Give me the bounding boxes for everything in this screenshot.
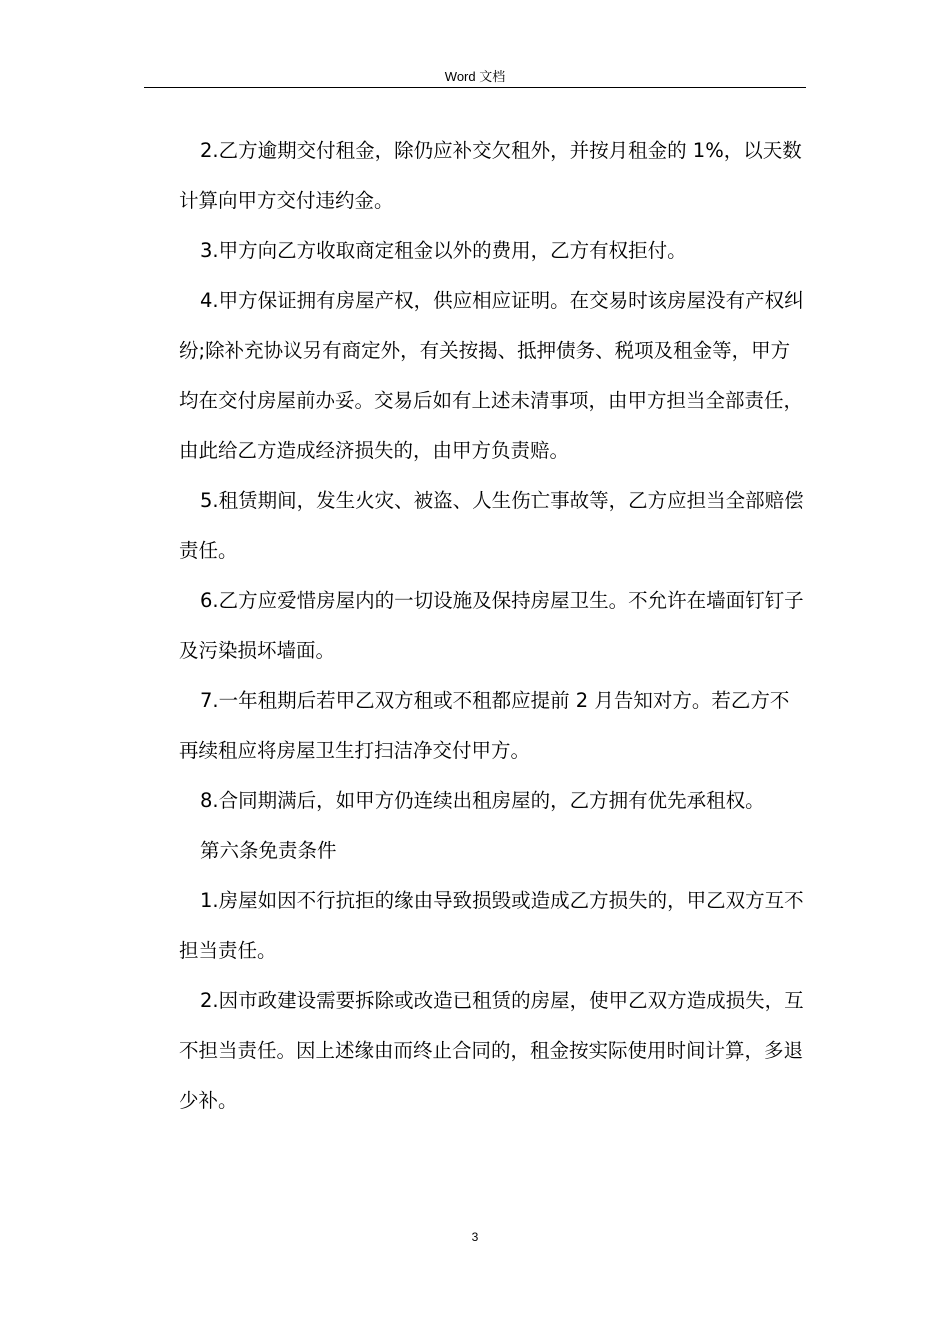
paragraph-clause-6: 6.乙方应爱惜房屋内的一切设施及保持房屋卫生。不允许在墙面钉钉子及污染损坏墙面。 (179, 589, 804, 662)
paragraph-clause-3: 3.甲方向乙方收取商定租金以外的费用，乙方有权拒付。 (200, 239, 687, 262)
paragraph-exemption-1: 1.房屋如因不行抗拒的缘由导致损毁或造成乙方损失的，甲乙双方互不担当责任。 (179, 889, 804, 962)
document-body (179, 126, 805, 1126)
paragraph-clause-5: 5.租赁期间，发生火灾、被盗、人生伤亡事故等，乙方应担当全部赔偿责任。 (179, 489, 804, 562)
page-number: 3 (471, 1230, 479, 1244)
section-heading: 第六条免责条件 (200, 839, 337, 862)
paragraph-clause-8: 8.合同期满后，如甲方仍连续出租房屋的，乙方拥有优先承租权。 (200, 789, 765, 812)
paragraph-clause-4: 4.甲方保证拥有房屋产权，供应相应证明。在交易时该房屋没有产权纠纷;除补充协议另有商定外，有关按揭、抵押债务、税项及租金等，甲方均在交付房屋前办妥。交易后如有上述未清事项，由甲方担当全部责任，由此给乙方造成经济损失的，由甲方负责赔。 (179, 289, 804, 462)
page-header: Word 文档 (444, 69, 506, 84)
paragraph-clause-7: 7.一年租期后若甲乙双方租或不租都应提前 2 月告知对方。若乙方不再续租应将房屋卫生打扫洁净交付甲方。 (179, 689, 790, 762)
paragraph-clause-2: 2.乙方逾期交付租金，除仍应补交欠租外，并按月租金的 1%，以天数计算向甲方交付违约金。 (179, 139, 802, 212)
paragraph-exemption-2: 2.因市政建设需要拆除或改造已租赁的房屋，使甲乙双方造成损失，互不担当责任。因上述缘由而终止合同的，租金按实际使用时间计算，多退少补。 (179, 989, 804, 1112)
header-divider (144, 87, 806, 88)
